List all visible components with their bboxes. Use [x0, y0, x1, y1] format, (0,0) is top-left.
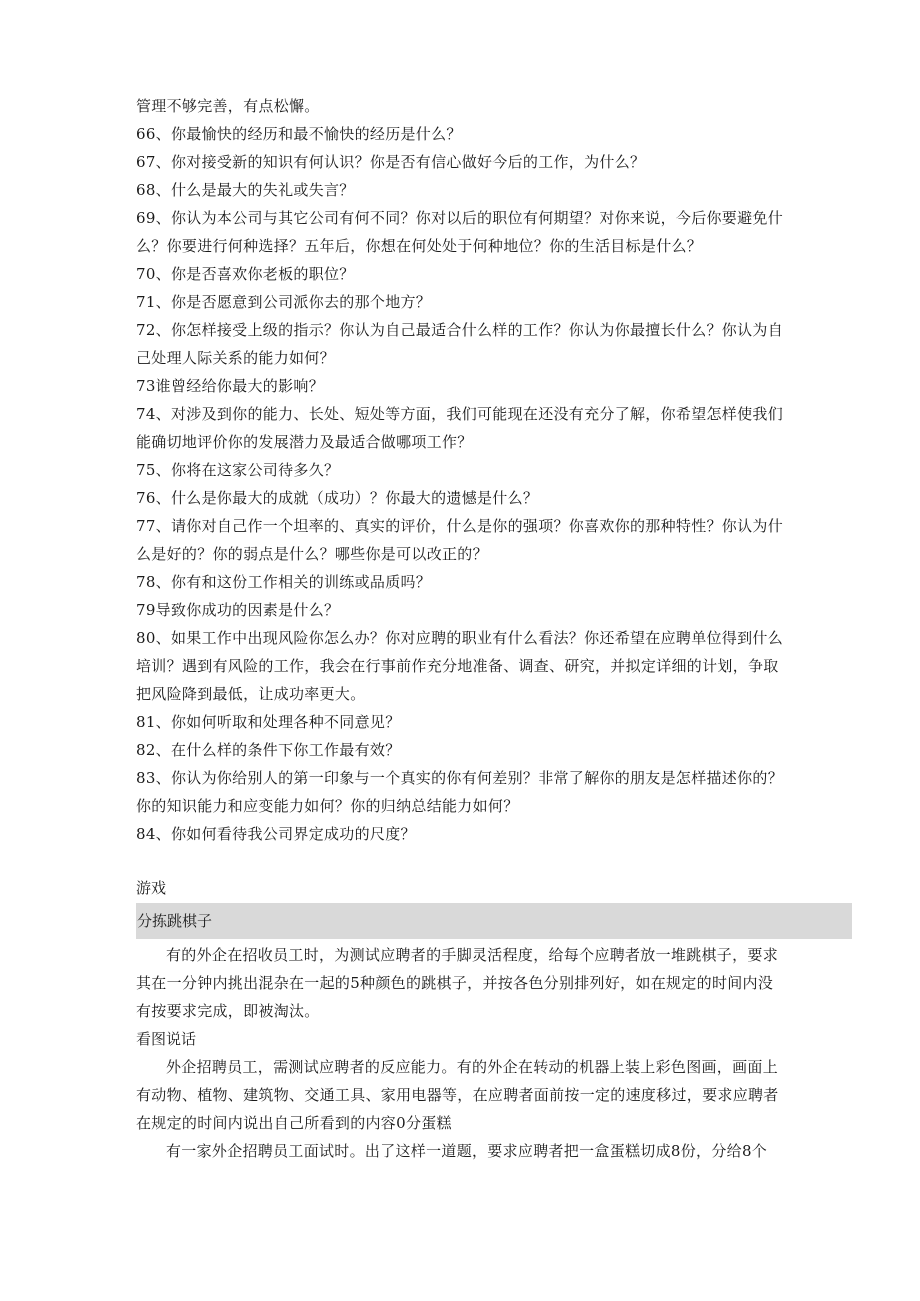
qa-line: 培训？遇到有风险的工作，我会在行事前作充分地准备、调查、研究，并拟定详细的计划，争取 [136, 657, 779, 675]
qa-line: 管理不够完善，有点松懈。 [136, 97, 320, 115]
section-spacer [136, 848, 852, 874]
section-label: 游戏 [136, 879, 167, 897]
qa-line: 83、你认为你给别人的第一印象与一个真实的你有何差别？非常了解你的朋友是怎样描述你的？ [136, 769, 783, 787]
qa-line: 67、你对接受新的知识有何认识？你是否有信心做好今后的工作，为什么？ [136, 153, 646, 171]
qa-line: 80、如果工作中出现风险你怎么办？你对应聘的职业有什么看法？你还希望在应聘单位得到什么 [136, 629, 783, 647]
game-heading: 分拣跳棋子 [136, 903, 852, 939]
paragraph-line: 有动物、植物、建筑物、交通工具、家用电器等，在应聘者面前按一定的速度移过，要求应聘者 [136, 1086, 779, 1104]
qa-line: 77、请你对自己作一个坦率的、真实的评价，什么是你的强项？你喜欢你的那种特性？你认为什 [136, 517, 783, 535]
paragraph-line: 有的外企在招收员工时，为测试应聘者的手脚灵活程度，给每个应聘者放一堆跳棋子，要求 [166, 946, 779, 964]
paragraph-line: 在规定的时间内说出自己所看到的内容0分蛋糕 [136, 1114, 452, 1132]
game-paragraph [136, 941, 852, 1025]
qa-line: 么？你要进行何种选择？五年后，你想在何处处于何种地位？你的生活目标是什么？ [136, 237, 703, 255]
qa-line: 把风险降到最低，让成功率更大。 [136, 685, 366, 703]
qa-line: 72、你怎样接受上级的指示？你认为自己最适合什么样的工作？你认为你最擅长什么？你认为自 [136, 321, 783, 339]
qa-line: 68、什么是最大的失礼或失言？ [136, 181, 355, 199]
qa-line: 能确切地评价你的发展潜力及最适合做哪项工作？ [136, 433, 473, 451]
qa-line: 78、你有和这份工作相关的训练或品质吗？ [136, 573, 432, 591]
qa-line: 81、你如何听取和处理各种不同意见？ [136, 713, 401, 731]
games-section [136, 874, 852, 1165]
document-page [136, 92, 852, 1165]
qa-line: 74、对涉及到你的能力、长处、短处等方面，我们可能现在还没有充分了解，你希望怎样使我们 [136, 405, 783, 423]
qa-line: 么是好的？你的弱点是什么？哪些你是可以改正的？ [136, 545, 488, 563]
qa-line: 73谁曾经给你最大的影响？ [136, 377, 324, 395]
qa-line: 76、什么是你最大的成就（成功）？你最大的遗憾是什么？ [136, 489, 539, 507]
qa-line: 70、你是否喜欢你老板的职位？ [136, 265, 355, 283]
qa-list [136, 92, 852, 848]
paragraph-line: 有一家外企招聘员工面试时。出了这样一道题，要求应聘者把一盒蛋糕切成8份，分给8个 [166, 1142, 768, 1160]
qa-line: 69、你认为本公司与其它公司有何不同？你对以后的职位有何期望？对你来说，今后你要避免什 [136, 209, 783, 227]
qa-line: 己处理人际关系的能力如何？ [136, 349, 335, 367]
qa-line: 79导致你成功的因素是什么？ [136, 601, 340, 619]
game-paragraph [136, 1053, 852, 1137]
qa-line: 82、在什么样的条件下你工作最有效？ [136, 741, 401, 759]
paragraph-line: 有按要求完成，即被淘汰。 [136, 1002, 320, 1020]
qa-line: 71、你是否愿意到公司派你去的那个地方？ [136, 293, 432, 311]
paragraph-line: 外企招聘员工，需测试应聘者的反应能力。有的外企在转动的机器上装上彩色图画，画面上 [166, 1058, 779, 1076]
paragraph-line: 其在一分钟内挑出混杂在一起的5种颜色的跳棋子，并按各色分别排列好，如在规定的时间内没 [136, 974, 774, 992]
game-paragraph [136, 1137, 852, 1165]
qa-line: 66、你最愉快的经历和最不愉快的经历是什么？ [136, 125, 462, 143]
game-subtitle: 看图说话 [136, 1030, 197, 1048]
qa-line: 你的知识能力和应变能力如何？你的归纳总结能力如何？ [136, 797, 519, 815]
qa-line: 84、你如何看待我公司界定成功的尺度？ [136, 825, 416, 843]
qa-line: 75、你将在这家公司待多久？ [136, 461, 340, 479]
